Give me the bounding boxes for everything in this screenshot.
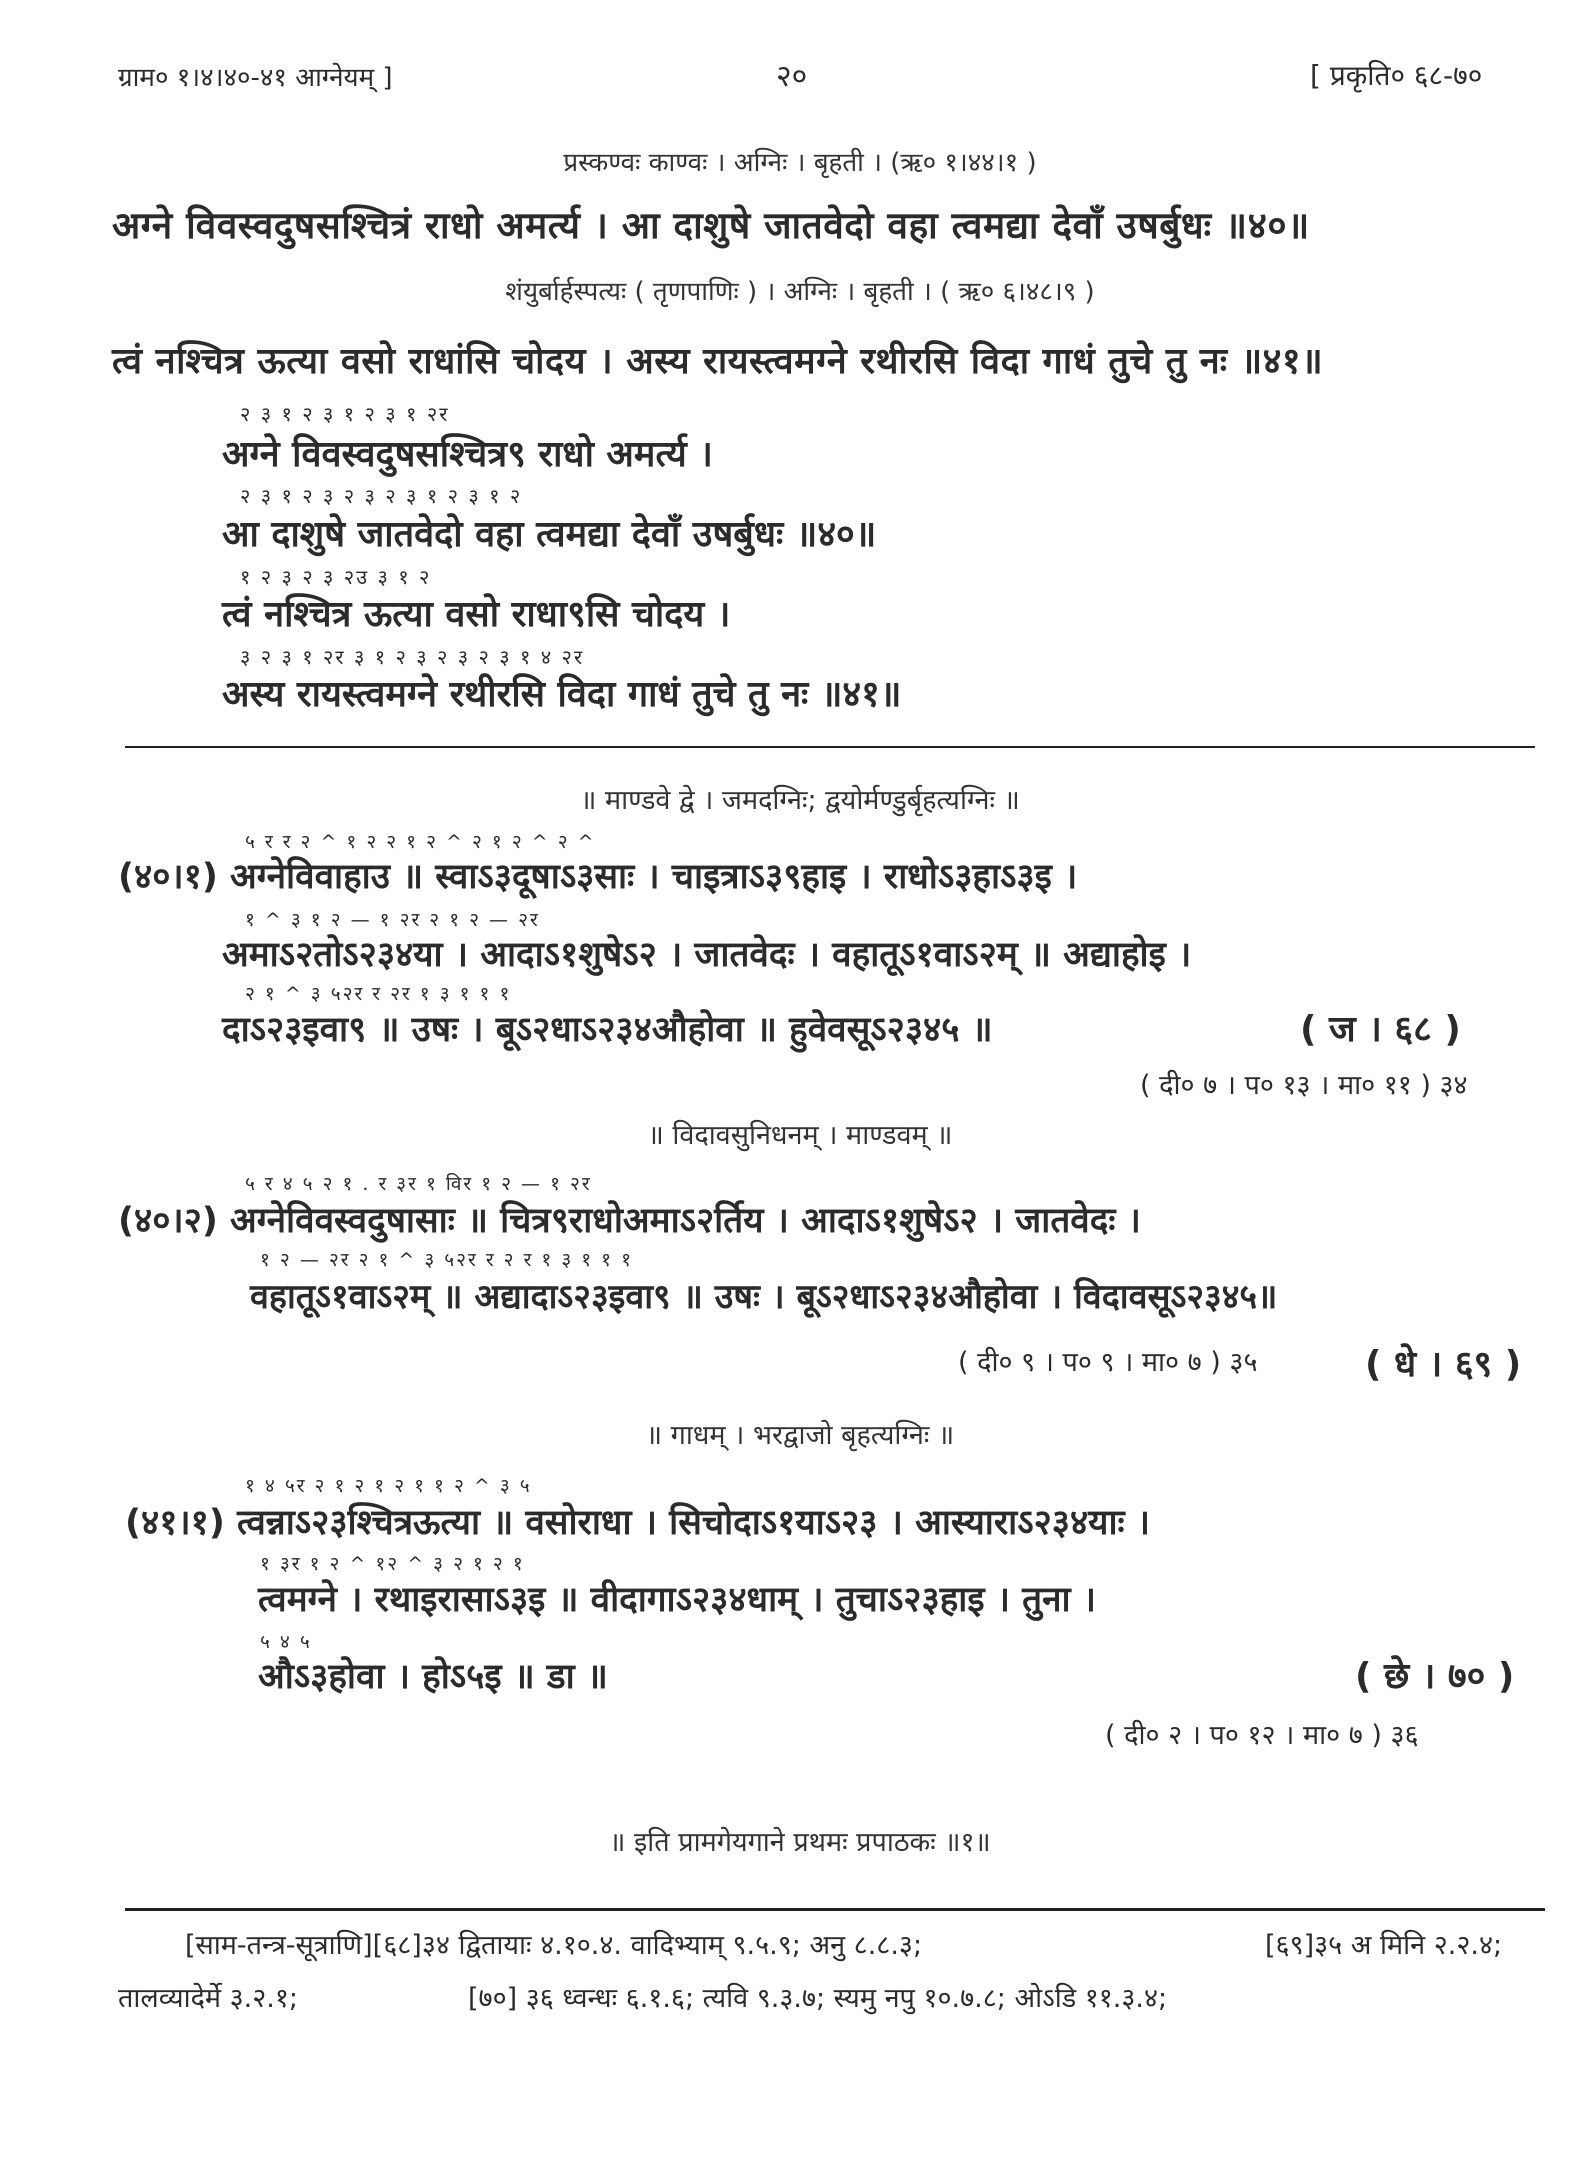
divider <box>125 1908 1545 1911</box>
accented-line: अस्य रायस्त्वमग्ने रथीरसि विदा गाधं तुचे तु नः ॥४१॥ <box>222 674 902 715</box>
song-line: अमाऽ२तोऽ२३४या । आदाऽ१शुषेऽ२ । जातवेदः । वहातूऽ१वाऽ२म् ॥ अद्याहोइ । <box>222 935 1192 975</box>
verse40-caption: प्रस्कण्वः काण्वः । अग्निः । बृहती । (ऋ० १।४४।१ ) <box>563 148 1037 178</box>
accent-marks: २ ३ १ २ ३ १ २ ३ १ २र <box>240 402 450 426</box>
song-line: (४१।१) त्वन्नाऽ२३श्चित्रऊत्या ॥ वसोराधा । सिचोदाऽ१याऽ२३ । आस्याराऽ२३४याः । <box>125 1503 1151 1543</box>
accent-marks: २ ३ १ २ ३ २ ३ २ ३ १ २ ३ १ २ <box>240 484 523 508</box>
accent-marks: ५ र ४ ५ २ १ . र ३र १ विर १ २ — १ २र <box>245 1173 592 1195</box>
accent-marks: १ ^ ३ १ २ — १ २र २ १ २ — २र <box>245 909 540 931</box>
song-line: वहातूऽ१वाऽ२म् ॥ अद्यादाऽ२३इवा९ ॥ उषः । बूऽ२धाऽ२३४औहोवा । विदावसूऽ२३४५॥ <box>250 1277 1278 1317</box>
song-line: औऽ३होवा । होऽ५इ ॥ डा ॥ <box>258 1657 608 1697</box>
song-line: त्वमग्ने । रथाइरासाऽ३इ ॥ वीदागाऽ२३४धाम् । तुचाऽ२३हाइ । तुना । <box>258 1580 1097 1620</box>
colophon: ॥ इति प्रामगेयगाने प्रथमः प्रपाठकः ॥१॥ <box>609 1827 991 1858</box>
footnote-line: [साम-तन्त्र-सूत्राणि][६८]३४ द्वितायाः ४.१०.४. वादिभ्याम् ९.५.९; अनु ८.८.३; <box>185 1930 923 1961</box>
divider <box>125 746 1535 748</box>
song-reference: ( दी० ७ । प० १३ । मा० ११ ) ३४ <box>1140 1070 1468 1101</box>
header-left: ग्राम० १।४।४०-४१ आग्नेयम् ] <box>118 63 393 93</box>
accented-line: त्वं नश्चित्र ऊत्या वसो राधा९सि चोदय । <box>222 594 731 635</box>
page-number: २० <box>776 59 808 94</box>
accent-marks: २ १ ^ ३ ५२र र २र १ ३ १ १ १ <box>245 983 512 1005</box>
header-right: [ प्रकृति० ६८-७० <box>1310 59 1483 92</box>
accent-marks: ३ २ ३ १ २र ३ १ २ ३ २ ३ २ ३ १ ४ २र <box>240 645 585 669</box>
song-title: ॥ माण्डवे द्वे । जमदग्निः; द्वयोर्मण्डुर्बृहत्यग्निः ॥ <box>580 785 1020 816</box>
accent-marks: ५ र र २ ^ १ २ २ १ २ ^ २ १ २ ^ २ ^ <box>245 831 596 853</box>
song-reference: ( दी० २ । प० १२ । मा० ७ ) ३६ <box>1105 1720 1419 1751</box>
song-code: ( छे । ७० ) <box>1355 1656 1515 1697</box>
accent-marks: १ ३र १ २ ^ १२ ^ ३ २ १ २ १ <box>260 1553 525 1575</box>
song-line: (४०।१) अग्नेविवाहाउ ॥ स्वाऽ३दूषाऽ३साः । चाइत्राऽ३९हाइ । राधोऽ३हाऽ३इ । <box>118 857 1078 897</box>
footnote-line: [७०] ३६ ध्वन्धः ६.१.६; त्यवि ९.३.७; स्यमु नपु १०.७.८; ओऽडि ११.३.४; <box>468 1983 1168 2014</box>
song-title: ॥ विदावसुनिधनम् । माण्डवम् ॥ <box>647 1120 953 1151</box>
accent-marks: १ ४ ५र २ १ २ १ २ १ १ २ ^ ३ ५ <box>245 1475 532 1497</box>
accent-marks: ५ ४ ५ <box>260 1631 312 1653</box>
song-title: ॥ गाधम् । भरद्वाजो बृहत्यग्निः ॥ <box>645 1420 955 1451</box>
song-line: (४०।२) अग्नेविवस्वदुषासाः ॥ चित्र९राधोअमाऽ२र्तिय । आदाऽ१शुषेऽ२ । जातवेदः । <box>118 1201 1141 1241</box>
verse-41: त्वं नश्चित्र ऊत्या वसो राधांसि चोदय । अस्य रायस्त्वमग्ने रथीरसि विदा गाधं तुचे तु नः ॥४१॥ <box>112 341 1324 382</box>
accent-marks: १ २ ३ २ ३ २उ ३ १ २ <box>240 565 432 589</box>
song-reference: ( दी० ९ । प० ९ । मा० ७ ) ३५ <box>958 1347 1258 1378</box>
accented-line: अग्ने विवस्वदुषसश्चित्र९ राधो अमर्त्य । <box>222 434 713 475</box>
song-code: ( ज । ६८ ) <box>1300 1009 1461 1050</box>
footnote-line: [६९]३५ अ मिनि २.२.४; <box>1265 1930 1503 1961</box>
song-code: ( धे । ६९ ) <box>1365 1344 1522 1385</box>
accent-marks: १ २ — २र २ १ ^ ३ ५२र र २ र १ ३ १ १ १ <box>260 1249 633 1271</box>
verse-40: अग्ने विवस्वदुषसश्चित्रं राधो अमर्त्य । आ दाशुषे जातवेदो वहा त्वमद्या देवाँ उषर्बुधः ॥४०॥ <box>112 204 1310 247</box>
song-line: दाऽ२३इवा९ ॥ उषः । बूऽ२धाऽ२३४औहोवा ॥ हुवेवसूऽ२३४५ ॥ <box>222 1010 993 1050</box>
accented-line: आ दाशुषे जातवेदो वहा त्वमद्या देवाँ उषर्बुधः ॥४०॥ <box>222 514 877 555</box>
verse41-caption: शंयुर्बार्हस्पत्यः ( तृणपाणिः ) । अग्निः । बृहती । ( ऋ० ६।४८।९ ) <box>505 277 1095 307</box>
footnote-line: तालव्यादेर्मे ३.२.१; <box>118 1983 299 2014</box>
